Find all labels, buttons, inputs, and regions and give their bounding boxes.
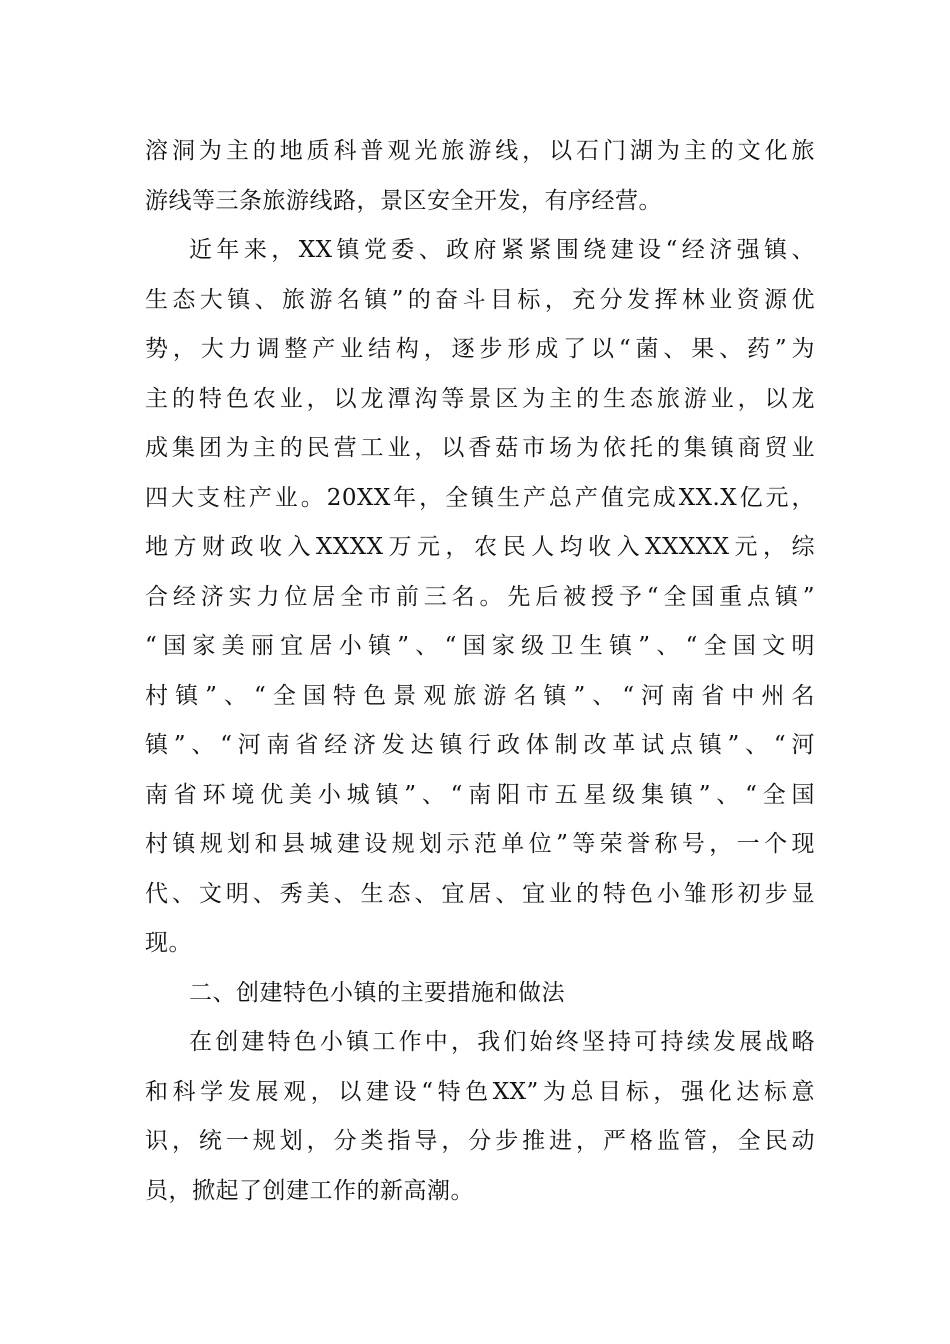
paragraph-town-overview	[145, 226, 815, 969]
text-line: 现。	[145, 930, 192, 956]
text-line: 势，大力调整产业结构，逐步形成了以“菌、果、药”为	[145, 336, 815, 362]
paragraph-tourism-routes	[145, 127, 815, 226]
text-line: 四大支柱产业。20XX年，全镇生产总产值完成XX.X亿元，	[145, 484, 815, 511]
text-line: 和科学发展观，以建设“特色XX”为总目标，强化达标意	[145, 1078, 815, 1105]
text-line: 南省环境优美小城镇”、“南阳市五星级集镇”、“全国	[145, 781, 815, 808]
section-heading	[145, 969, 815, 1019]
text-line: 地方财政收入XXXX万元，农民人均收入XXXXX元，综	[145, 534, 815, 560]
text-line: 合经济实力位居全市前三名。先后被授予“全国重点镇”	[145, 583, 815, 610]
heading-text: 二、创建特色小镇的主要措施和做法	[189, 979, 565, 1006]
text-line: 近年来，XX镇党委、政府紧紧围绕建设“经济强镇、	[189, 237, 815, 263]
text-line: “国家美丽宜居小镇”、“国家级卫生镇”、“全国文明	[145, 633, 815, 659]
text-line: 员，掀起了创建工作的新高潮。	[145, 1177, 474, 1204]
text-line: 成集团为主的民营工业，以香菇市场为依托的集镇商贸业	[145, 435, 815, 461]
text-line: 代、文明、秀美、生态、宜居、宜业的特色小雏形初步显	[145, 880, 815, 907]
text-line: 村镇”、“全国特色景观旅游名镇”、“河南省中州名	[145, 682, 815, 709]
text-line: 溶洞为主的地质科普观光旅游线，以石门湖为主的文化旅	[145, 138, 815, 164]
text-line: 识，统一规划，分类指导，分步推进，严格监管，全民动	[145, 1128, 815, 1154]
text-line: 村镇规划和县城建设规划示范单位”等荣誉称号，一个现	[145, 831, 815, 857]
paragraph-measures	[145, 1018, 815, 1216]
document-page	[145, 127, 815, 1216]
text-line: 生态大镇、旅游名镇”的奋斗目标，充分发挥林业资源优	[145, 286, 815, 313]
text-line: 游线等三条旅游线路，景区安全开发，有序经营。	[145, 187, 662, 214]
text-line: 主的特色农业，以龙潭沟等景区为主的生态旅游业，以龙	[145, 385, 815, 412]
text-line: 在创建特色小镇工作中，我们始终坚持可持续发展战略	[189, 1029, 815, 1055]
text-line: 镇”、“河南省经济发达镇行政体制改革试点镇”、“河	[145, 732, 815, 758]
